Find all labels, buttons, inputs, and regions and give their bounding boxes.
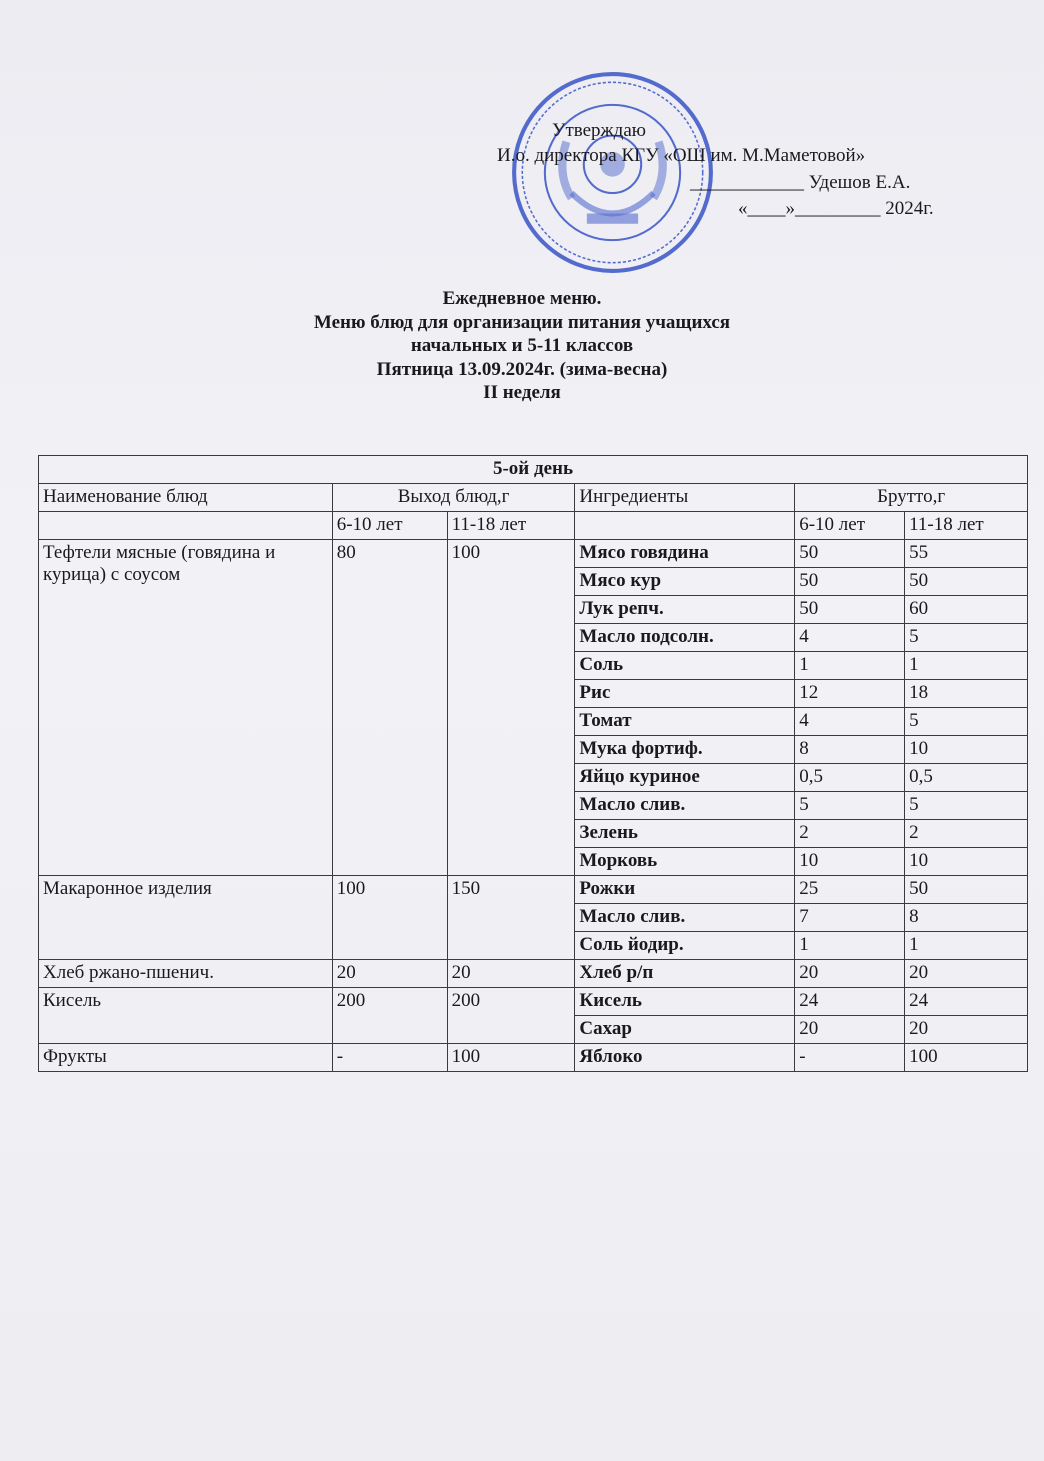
- gross-11-18: 0,5: [905, 764, 1028, 792]
- ingredient-name: Масло подсолн.: [575, 624, 795, 652]
- empty-cell: [575, 512, 795, 540]
- header-ingredients: Ингредиенты: [575, 484, 795, 512]
- table-row: [39, 1044, 1028, 1072]
- gross-11-18: 100: [905, 1044, 1028, 1072]
- ingredient-name: Мука фортиф.: [575, 736, 795, 764]
- gross-6-10: 4: [795, 624, 905, 652]
- dish-name: Хлеб ржано-пшенич.: [39, 960, 333, 988]
- gross-6-10: 25: [795, 876, 905, 904]
- title-line: начальных и 5-11 классов: [410, 335, 634, 356]
- yield-6-10: 20: [332, 960, 447, 988]
- ingredient-name: Соль: [575, 652, 795, 680]
- gross-6-10: 8: [795, 736, 905, 764]
- ingredient-name: Томат: [575, 708, 795, 736]
- yield-11-18: 100: [447, 540, 575, 876]
- gross-11-18: 55: [905, 540, 1028, 568]
- header-dish: Наименование блюд: [39, 484, 333, 512]
- signature-line: ____________ Удешов Е.А.: [690, 172, 911, 193]
- approve-label: Утверждаю: [552, 120, 646, 141]
- gross-11-18: 18: [905, 680, 1028, 708]
- empty-cell: [39, 512, 333, 540]
- ingredient-name: Рис: [575, 680, 795, 708]
- ingredient-name: Яйцо куриное: [575, 764, 795, 792]
- gross-6-10: 5: [795, 792, 905, 820]
- gross-6-10: 2: [795, 820, 905, 848]
- yield-6-10: -: [332, 1044, 447, 1072]
- ingredient-name: Соль йодир.: [575, 932, 795, 960]
- table-row: [39, 540, 1028, 568]
- gross-11-18: 50: [905, 876, 1028, 904]
- gross-6-10: 10: [795, 848, 905, 876]
- yield-11-18: 100: [447, 1044, 575, 1072]
- header-yield: Выход блюд,г: [332, 484, 575, 512]
- gross-11-18: 10: [905, 848, 1028, 876]
- ingredient-name: Масло слив.: [575, 792, 795, 820]
- gross-11-18: 60: [905, 596, 1028, 624]
- age-group-gross: 6-10 лет: [795, 512, 905, 540]
- document-title: [0, 287, 1044, 405]
- gross-6-10: 24: [795, 988, 905, 1016]
- title-line: Пятница 13.09.2024г. (зима-весна): [376, 358, 668, 380]
- gross-11-18: 20: [905, 960, 1028, 988]
- title-line: Меню блюд для организации питания учащихся: [313, 311, 731, 333]
- yield-11-18: 20: [447, 960, 575, 988]
- age-group-yield: 6-10 лет: [332, 512, 447, 540]
- gross-11-18: 5: [905, 708, 1028, 736]
- table-row: [39, 876, 1028, 904]
- date-line: «____»_________ 2024г.: [738, 198, 934, 219]
- ingredient-name: Масло слив.: [575, 904, 795, 932]
- yield-6-10: 80: [332, 540, 447, 876]
- ingredient-name: Лук репч.: [575, 596, 795, 624]
- ingredient-name: Хлеб р/п: [575, 960, 795, 988]
- official-stamp-icon: [510, 70, 715, 275]
- dish-name: Макаронное изделия: [39, 876, 333, 960]
- dish-name: Тефтели мясные (говядина и курица) с соусом: [39, 540, 333, 876]
- gross-11-18: 50: [905, 568, 1028, 596]
- age-group-gross: 11-18 лет: [905, 512, 1028, 540]
- gross-11-18: 24: [905, 988, 1028, 1016]
- gross-6-10: 1: [795, 652, 905, 680]
- ingredient-name: Яблоко: [575, 1044, 795, 1072]
- yield-11-18: 200: [447, 988, 575, 1044]
- gross-11-18: 10: [905, 736, 1028, 764]
- ingredient-name: Рожки: [575, 876, 795, 904]
- gross-6-10: 12: [795, 680, 905, 708]
- director-position: И.о. директора КГУ «ОШ им. М.Маметовой»: [497, 145, 866, 166]
- gross-11-18: 1: [905, 652, 1028, 680]
- gross-11-18: 1: [905, 932, 1028, 960]
- table-row: [39, 988, 1028, 1016]
- age-group-yield: 11-18 лет: [447, 512, 575, 540]
- gross-6-10: 0,5: [795, 764, 905, 792]
- ingredient-name: Мясо говядина: [575, 540, 795, 568]
- ingredient-name: Морковь: [575, 848, 795, 876]
- dish-name: Кисель: [39, 988, 333, 1044]
- yield-6-10: 100: [332, 876, 447, 960]
- ingredient-name: Зелень: [575, 820, 795, 848]
- ingredient-name: Мясо кур: [575, 568, 795, 596]
- gross-11-18: 5: [905, 792, 1028, 820]
- title-line: Ежедневное меню.: [442, 288, 602, 309]
- gross-11-18: 5: [905, 624, 1028, 652]
- ingredient-name: Сахар: [575, 1016, 795, 1044]
- gross-6-10: 50: [795, 540, 905, 568]
- yield-6-10: 200: [332, 988, 447, 1044]
- table-row: [39, 960, 1028, 988]
- yield-11-18: 150: [447, 876, 575, 960]
- header-gross: Брутто,г: [795, 484, 1028, 512]
- gross-6-10: 20: [795, 1016, 905, 1044]
- gross-6-10: 20: [795, 960, 905, 988]
- ingredient-name: Кисель: [575, 988, 795, 1016]
- gross-6-10: -: [795, 1044, 905, 1072]
- gross-6-10: 50: [795, 568, 905, 596]
- gross-6-10: 50: [795, 596, 905, 624]
- gross-11-18: 2: [905, 820, 1028, 848]
- gross-11-18: 20: [905, 1016, 1028, 1044]
- menu-table: [38, 455, 1028, 1072]
- gross-6-10: 4: [795, 708, 905, 736]
- gross-11-18: 8: [905, 904, 1028, 932]
- gross-6-10: 1: [795, 932, 905, 960]
- gross-6-10: 7: [795, 904, 905, 932]
- dish-name: Фрукты: [39, 1044, 333, 1072]
- day-header: 5-ой день: [39, 456, 1028, 484]
- title-line: II неделя: [483, 382, 561, 403]
